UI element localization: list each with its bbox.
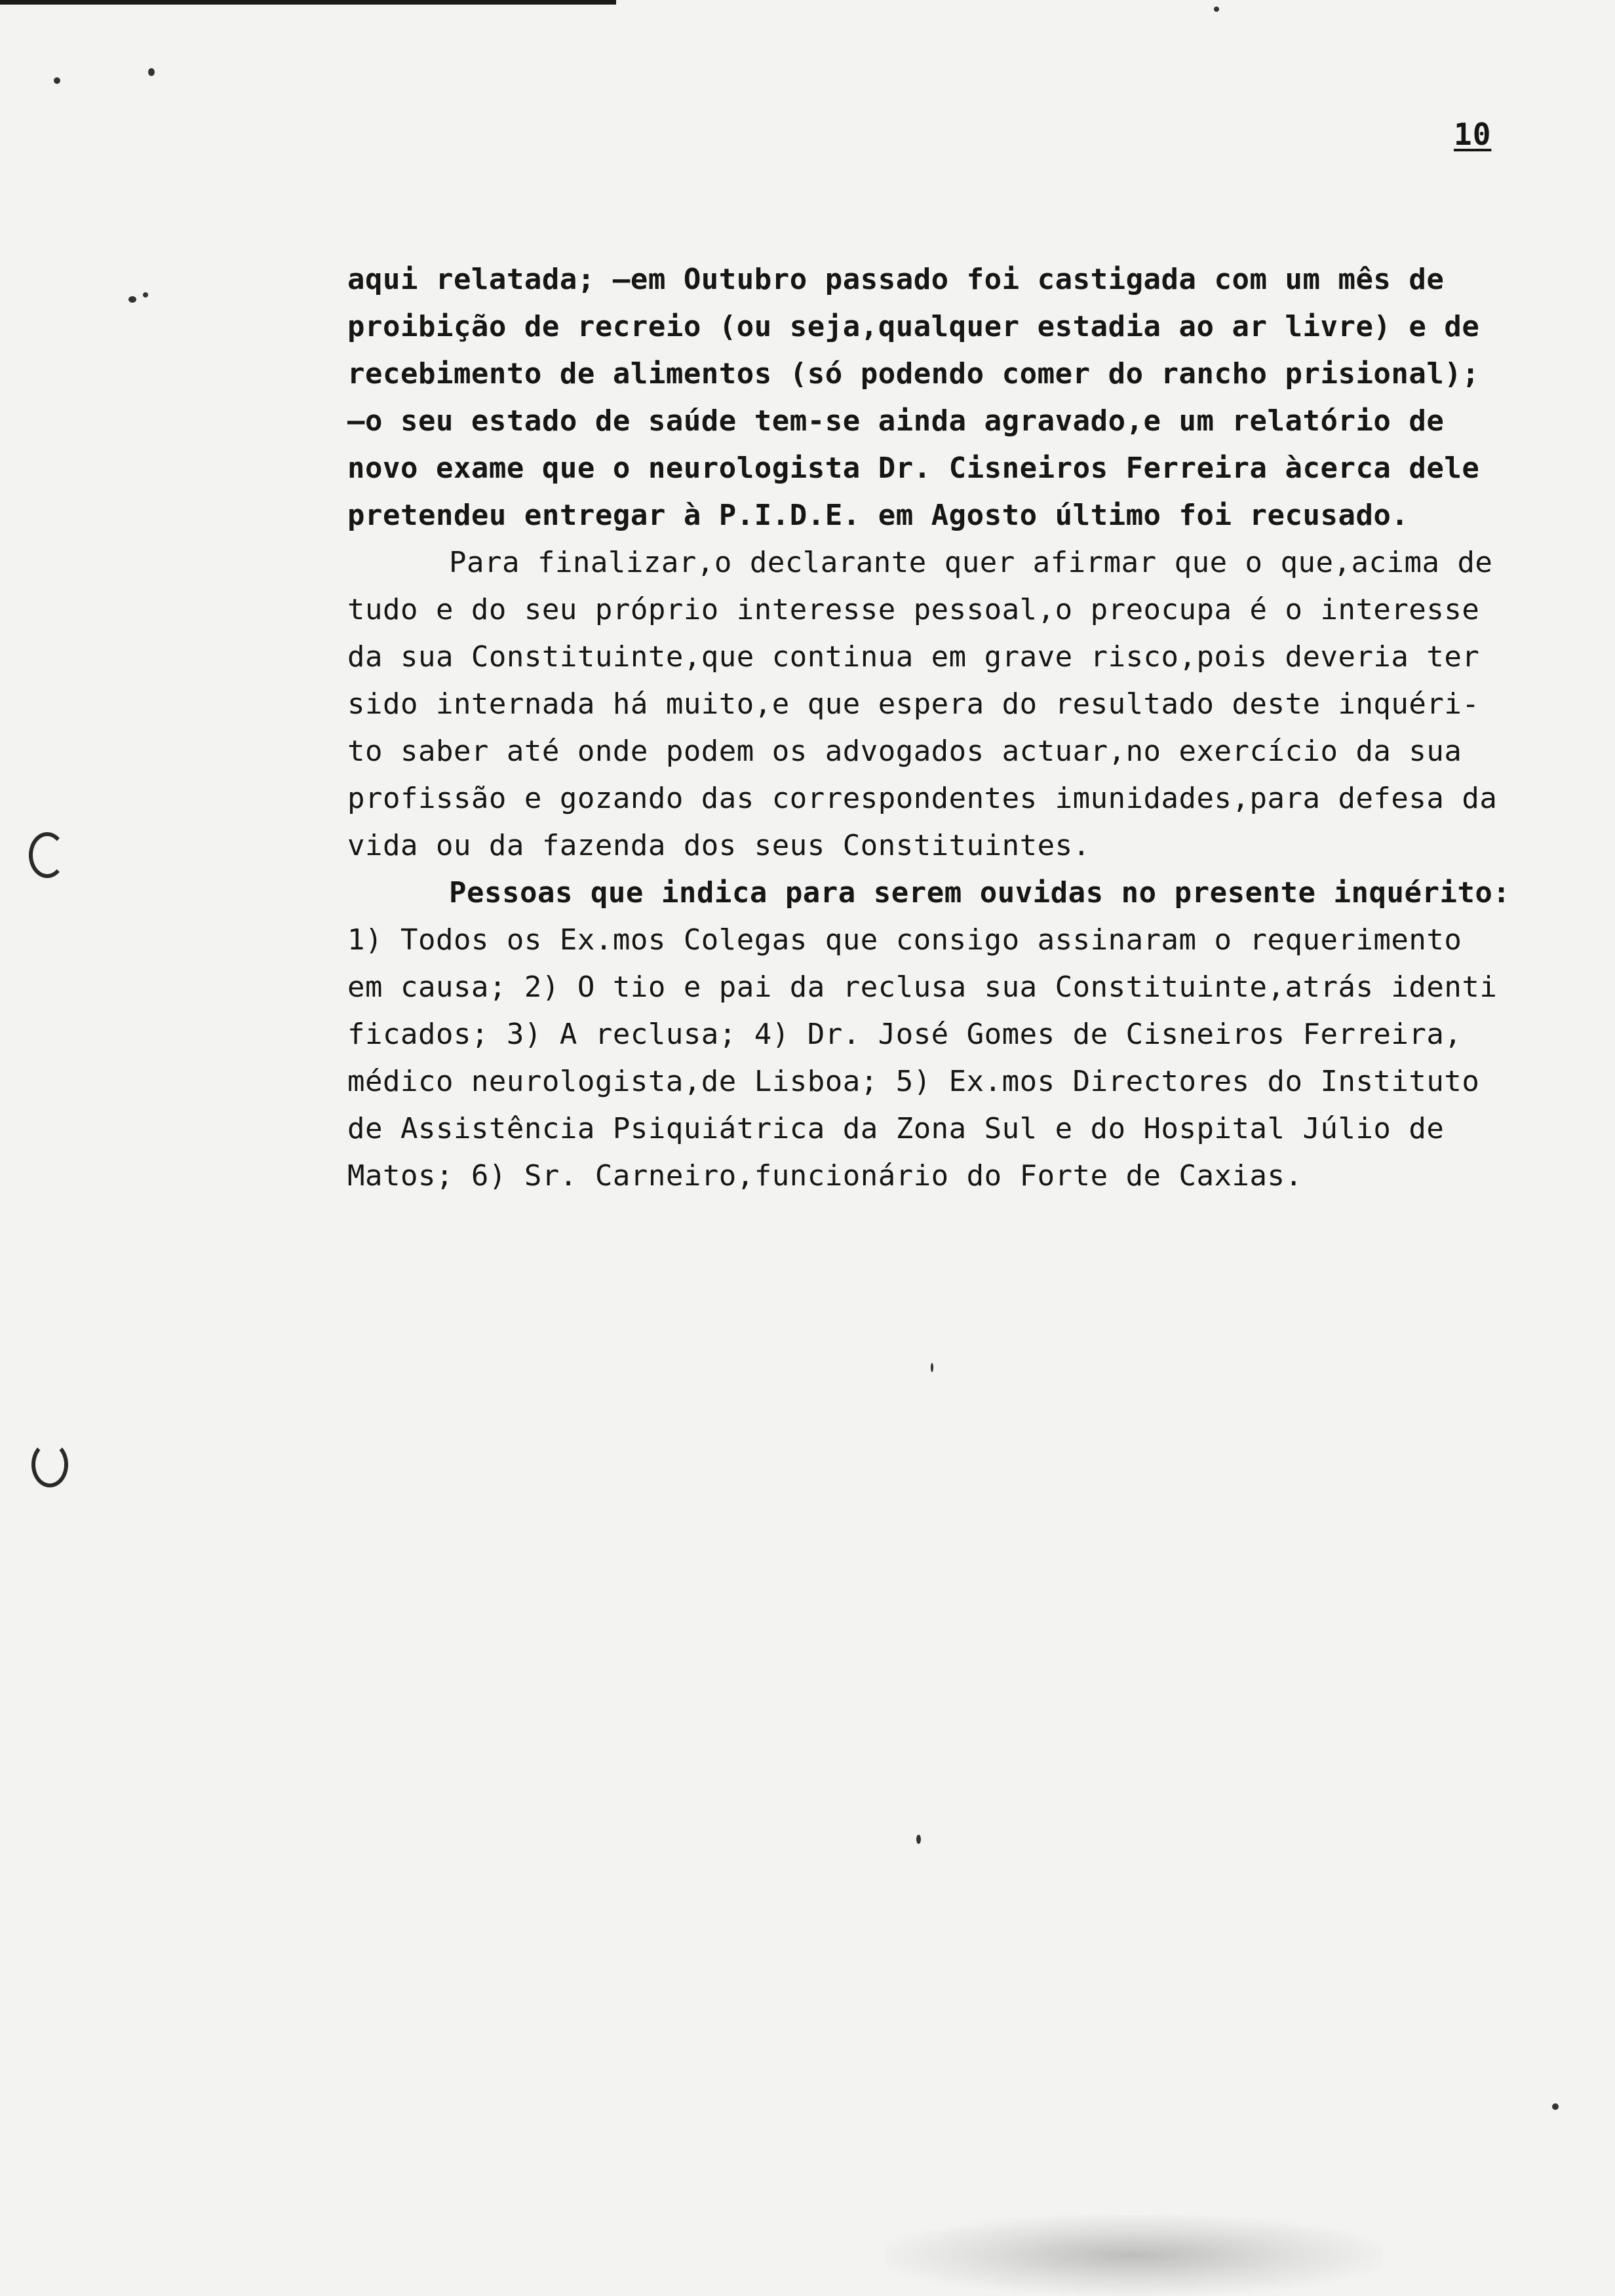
text-line: em causa; 2) O tio e pai da reclusa sua Constituinte,atrás identi	[347, 970, 1498, 1004]
scan-speck	[143, 292, 148, 297]
page-number: 10	[1454, 117, 1492, 152]
text-line: médico neurologista,de Lisboa; 5) Ex.mos Directores do Instituto	[347, 1065, 1480, 1098]
text-line: —o seu estado de saúde tem-se ainda agravado,e um relatório de	[347, 404, 1445, 438]
top-edge-rule	[0, 0, 616, 5]
binder-hole-mark	[31, 1442, 68, 1487]
text-line: sido internada há muito,e que espera do resultado deste inquéri-	[347, 687, 1480, 721]
text-line: profissão e gozando das correspondentes imunidades,para defesa da	[347, 782, 1498, 815]
text-line: novo exame que o neurologista Dr. Cisneiros Ferreira àcerca dele	[347, 451, 1480, 485]
scan-speck	[1552, 2103, 1559, 2110]
text-line: ficados; 3) A reclusa; 4) Dr. José Gomes de Cisneiros Ferreira,	[347, 1018, 1462, 1051]
scan-speck	[916, 1835, 921, 1844]
text-line: da sua Constituinte,que continua em grave risco,pois deveria ter	[347, 640, 1480, 674]
text-line: Para finalizar,o declarante quer afirmar que o que,acima de	[449, 546, 1493, 579]
text-line: recebimento de alimentos (só podendo comer do rancho prisional);	[347, 357, 1480, 391]
text-line: Matos; 6) Sr. Carneiro,funcionário do Forte de Caxias.	[347, 1159, 1303, 1193]
text-line: vida ou da fazenda dos seus Constituintes.	[347, 829, 1091, 862]
text-line: proibição de recreio (ou seja,qualquer estadia ao ar livre) e de	[347, 310, 1480, 343]
text-line: Pessoas que indica para serem ouvidas no presente inquérito:	[449, 876, 1511, 909]
scan-speck	[148, 68, 155, 76]
text-line: tudo e do seu próprio interesse pessoal,o preocupa é o interesse	[347, 593, 1480, 626]
text-line: to saber até onde podem os advogados actuar,no exercício da sua	[347, 735, 1462, 768]
binder-hole-mark	[29, 832, 66, 878]
text-line: 1) Todos os Ex.mos Colegas que consigo assinaram o requerimento	[347, 923, 1462, 957]
scan-speck	[1214, 7, 1219, 12]
scan-speck	[931, 1363, 933, 1372]
text-line: aqui relatada; —em Outubro passado foi castigada com um mês de	[347, 263, 1445, 296]
scan-speck	[54, 77, 60, 84]
scan-smudge	[885, 2215, 1383, 2296]
text-line: pretendeu entregar à P.I.D.E. em Agosto último foi recusado.	[347, 499, 1409, 532]
scan-speck	[128, 296, 136, 303]
text-line: de Assistência Psiquiátrica da Zona Sul e do Hospital Júlio de	[347, 1112, 1445, 1145]
